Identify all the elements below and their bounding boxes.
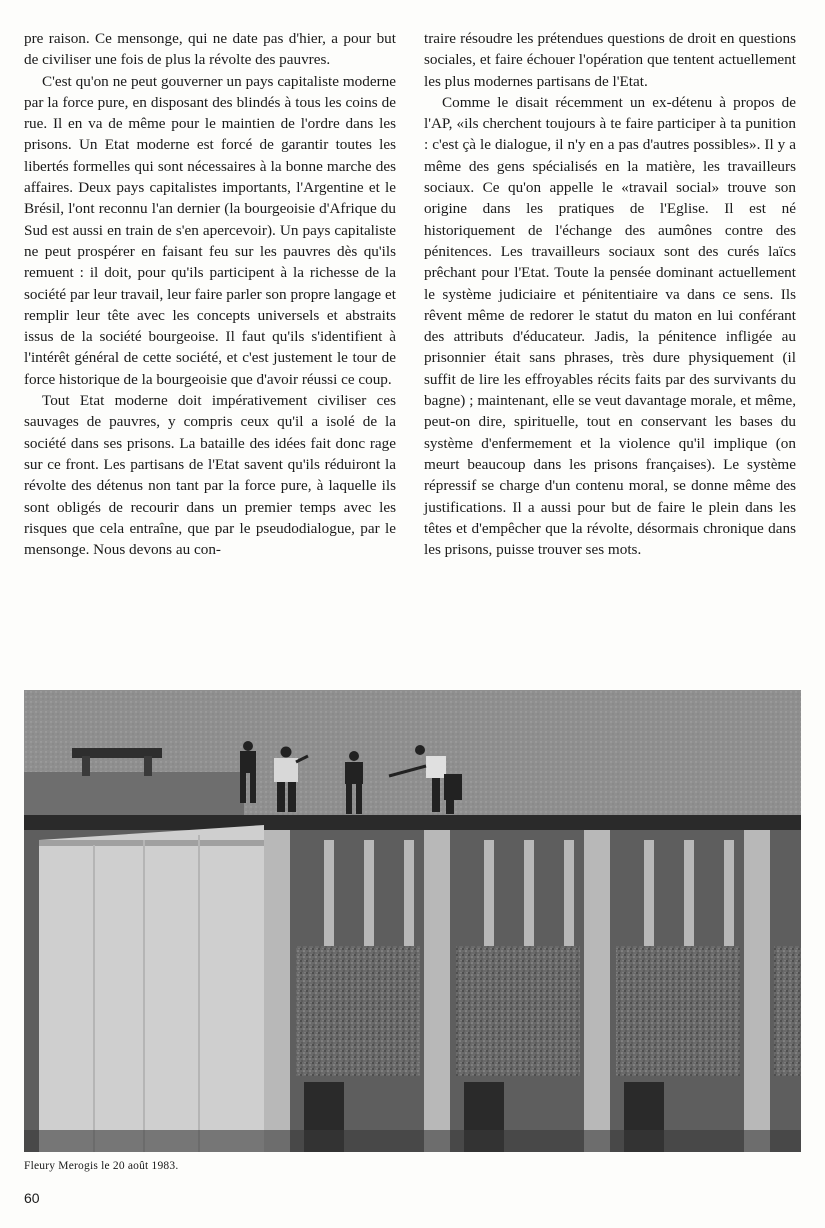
paragraph: Tout Etat moderne doit impérativement civiliser ces sauvages de pauvres, y compris ceux qu'il a isolé de la société dans ses prisons. La bataille des idées fait donc rage sur ce front. Les partisans de l'Etat savent qu'ils réduiront la révolte des détenus non tant par la force pure, à laquelle ils sont obligés de recourir dans un premier temps avec les risques que cela entraîne, que par le pseudodialogue, par le mensonge. Nous devons au con- [24,392,396,559]
photo-caption: Fleury Merogis le 20 août 1983. [24,1160,179,1172]
page-number: 60 [24,1190,40,1206]
paragraph: C'est qu'on ne peut gouverner un pays capitaliste moderne par la force pure, en disposant des blindés à tous les coins de rue. Il en va de même pour le maintien de l'ordre dans les prisons. Un Etat moderne est forcé de garantir toutes les libertés formelles qui sont nécessaires à la bonne marche des affaires. Deux pays capitalistes importants, l'Argentine et le Brésil, l'ont reconnu l'an dernier (la bourgeoisie d'Afrique du Sud est aussi en train de s'en apercevoir). Un pays capitaliste ne peut prospérer en faisant feu sur les pauvres dès qu'ils remuent : il doit, pour qu'ils participent à la richesse de la société par leur travail, leur faire parler son propre langage et remplir leur tête avec les concepts universels et abstraits issus de la société bourgeoise. Il faut qu'ils s'identifient à l'intérêt général de cette société, et c'est justement le tour de force historique de la bourgeoisie que d'avoir réussi ce coup. [24,72,396,388]
right-column [424,28,796,560]
paragraph: Comme le disait récemment un ex-détenu à propos de l'AP, «ils cherchent toujours à te faire participer à ta punition : c'est çà le dialogue, il n'y en a pas d'autres possibles». Il y a même des gens spécialisés en la matière, les travailleurs sociaux. Ce qu'on appelle le «travail social» trouve son origine dans les pratiques de l'Eglise. Il est né historiquement de l'échange des aumônes contre des pénitences. Les travailleurs sociaux sont des curés laïcs prêchant pour l'Etat. Toute la pensée dominant actuellement le système judiciaire et pénitentiaire va dans ce sens. Ils rêvent même de redorer le statut du maton en lui conférant des attributs d'éducateur. Jadis, la pénitence infligée au prisonnier était sans phrases, très dure physiquement (il suffit de lire les effroyables récits faits par des survivants du bagne) ; maintenant, elle se veut davantage morale, et même, peut-on dire, spirituelle, tout en conservant les bases du système d'enfermement et la violence qu'il implique (on meurt beaucoup dans les prisons françaises). Le système répressif se charge d'un contenu moral, se donne même des justifications. Il a aussi pour but de faire le plein dans les têtes et d'empêcher que la révolte, désormais chronique dans les prisons, puisse trouver ses mots. [424,93,796,559]
left-column [24,28,396,560]
paragraph: pre raison. Ce mensonge, qui ne date pas d'hier, a pour but de civiliser une fois de plus la révolte des pauvres. [24,30,396,69]
prison-rooftop-photo [24,690,801,1152]
paragraph: traire résoudre les prétendues questions de droit en questions sociales, et faire échouer l'opération que tentent actuellement les plus modernes partisans de l'Etat. [424,30,796,90]
